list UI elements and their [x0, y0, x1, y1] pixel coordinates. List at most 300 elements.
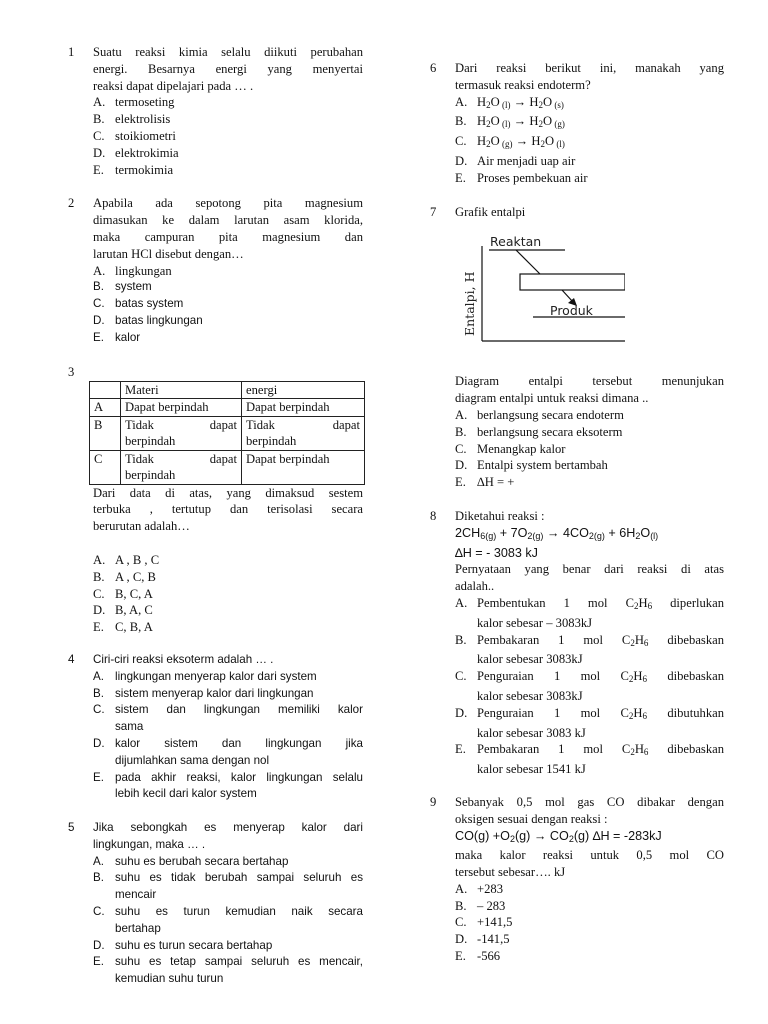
- formula-text: CO(g) +O: [455, 828, 510, 843]
- option-b[interactable]: [93, 279, 363, 296]
- question-intro: Diketahui reaksi :: [455, 508, 545, 523]
- option-text: – 283: [477, 898, 506, 913]
- option-text: berlangsung secara eksoterm: [477, 424, 623, 439]
- question-number: 9: [430, 794, 437, 809]
- option-e[interactable]: [93, 330, 363, 347]
- option-a[interactable]: [93, 263, 363, 280]
- option-text: pada akhir reaksi, kalor lingkungan selalu: [115, 770, 363, 784]
- stem-line: diagram entalpi untuk reaksi dimana ..: [455, 391, 649, 406]
- arrow-icon: →: [513, 114, 527, 129]
- option-text: lingkungan menyerap kalor dari system: [115, 669, 317, 683]
- option-text: sama: [115, 720, 144, 734]
- question-1: [68, 44, 363, 178]
- question-number: 1: [68, 45, 75, 59]
- option-letter: A.: [455, 881, 468, 896]
- option-letter: E.: [93, 162, 104, 177]
- option-text: kalor sebesar 1541 kJ: [477, 762, 586, 777]
- question-number: 5: [68, 821, 75, 835]
- option-d[interactable]: [455, 931, 724, 948]
- cell-text: berpindah: [125, 468, 176, 483]
- option-e[interactable]: [455, 170, 724, 187]
- state-subscript: (l): [554, 139, 565, 150]
- option-text: Penguraian 1 mol C: [477, 705, 629, 720]
- option-c[interactable]: [93, 586, 363, 603]
- option-letter: E.: [455, 949, 466, 964]
- option-letter: E.: [455, 475, 466, 490]
- arrow-icon: →: [543, 525, 563, 540]
- option-text: -141,5: [477, 932, 510, 947]
- state-subscript: (g): [552, 119, 565, 130]
- option-text: kalor sebesar 3083 kJ: [477, 725, 586, 740]
- formula-text: O: [640, 525, 651, 540]
- option-text: suhu es berubah secara bertahap: [115, 854, 289, 868]
- option-c[interactable]: [93, 702, 363, 736]
- option-letter: B.: [455, 632, 467, 647]
- option-b[interactable]: [455, 424, 724, 441]
- option-letter: E.: [93, 330, 104, 344]
- option-text: B, A, C: [115, 603, 153, 618]
- option-letter: C.: [93, 905, 105, 919]
- option-list: [455, 595, 724, 778]
- table-cell: [121, 416, 242, 450]
- formula-text: H: [531, 134, 541, 149]
- formula-text: H: [633, 705, 643, 720]
- option-letter: A.: [93, 854, 104, 868]
- option-a[interactable]: [93, 854, 363, 871]
- formula-text: O: [544, 134, 555, 149]
- option-list: [93, 94, 363, 178]
- table-cell: [121, 450, 242, 484]
- option-c[interactable]: [455, 441, 724, 458]
- question-2: [68, 195, 363, 346]
- stem-line: Pernyataan yang benar dari reaksi di atas: [455, 562, 724, 577]
- stem-line: Diagram entalpi tersebut menunjukan: [455, 374, 724, 389]
- option-b[interactable]: [455, 632, 724, 669]
- option-b[interactable]: [93, 111, 363, 128]
- arrow-icon: →: [513, 94, 527, 109]
- formula-subscript: 2: [538, 119, 543, 130]
- option-b[interactable]: [93, 569, 363, 586]
- data-table: [89, 381, 365, 485]
- option-text: dibebaskan: [648, 742, 724, 757]
- stem-line: tersebut sebesar…. kJ: [455, 865, 566, 880]
- option-e[interactable]: [93, 770, 363, 804]
- table-row: [90, 416, 365, 450]
- formula-subscript: 6: [642, 674, 648, 685]
- option-list: [455, 94, 724, 187]
- formula-subscript: 2: [633, 600, 639, 611]
- formula-text: O: [490, 114, 500, 129]
- table-header-cell: Materi: [121, 381, 242, 399]
- formula-subscript: 6: [642, 710, 648, 721]
- option-text: ∆H = +: [477, 475, 515, 490]
- reaction-equation: [455, 525, 724, 545]
- option-text: kemudian suhu turun: [115, 972, 224, 986]
- option-letter: C.: [455, 441, 467, 456]
- option-letter: A.: [93, 95, 106, 110]
- option-letter: C.: [93, 297, 105, 311]
- option-text: elektrokimia: [115, 145, 179, 160]
- question-5: [68, 820, 363, 988]
- option-text: system: [115, 280, 152, 294]
- formula-subscript: (l): [650, 530, 659, 541]
- table-row: [90, 450, 365, 484]
- row-label: C: [90, 450, 121, 484]
- stem-line: Grafik entalpi: [455, 204, 526, 219]
- question-stem: [93, 652, 363, 669]
- formula-text: H: [529, 114, 539, 129]
- formula-subscript: 2: [486, 119, 491, 130]
- formula-subscript: 6: [643, 747, 649, 758]
- option-e[interactable]: [93, 162, 363, 179]
- stem-line: dimasukan ke dalam larutan asam klorida,: [93, 213, 363, 228]
- stem-line: maka campuran pita magnesium dan: [93, 229, 363, 244]
- option-text: lebih kecil dari kalor system: [115, 787, 257, 801]
- formula-text: H: [477, 94, 487, 109]
- option-text: dibebaskan: [648, 632, 724, 647]
- question-number: 2: [68, 196, 75, 211]
- option-text: B, C, A: [115, 586, 153, 601]
- stem-line: maka kalor reaksi untuk 0,5 mol CO: [455, 848, 724, 863]
- table-header-row: [90, 381, 365, 399]
- question-number: 3: [68, 364, 75, 379]
- option-e[interactable]: [455, 948, 724, 965]
- option-text: dijumlahkan sama dengan nol: [115, 753, 270, 767]
- option-text: C, B, A: [115, 620, 153, 635]
- option-text: suhu es turun secara bertahap: [115, 938, 273, 952]
- option-d[interactable]: [93, 145, 363, 162]
- option-c[interactable]: [455, 668, 724, 705]
- option-d[interactable]: [93, 602, 363, 619]
- formula-text: (g) ∆H = -283kJ: [573, 828, 662, 843]
- option-text: kalor sebesar – 3083kJ: [477, 615, 593, 630]
- option-letter: D.: [93, 736, 105, 750]
- stem-line: reaksi dapat dipelajari pada … .: [93, 78, 254, 93]
- option-text: elektrolisis: [115, 112, 171, 127]
- option-text: stoikiometri: [115, 128, 176, 143]
- option-text: batas lingkungan: [115, 313, 203, 327]
- option-text: Entalpi system bertambah: [477, 458, 608, 473]
- option-letter: B.: [93, 112, 105, 127]
- row-label: A: [90, 399, 121, 417]
- cell-text: Dapat berpindah: [125, 400, 209, 415]
- formula-subscript: 6: [647, 600, 653, 611]
- question-stem: [93, 485, 363, 535]
- enthalpy-diagram: [455, 228, 625, 363]
- option-text: kalor sebesar 3083kJ: [477, 652, 583, 667]
- option-text: termokimia: [115, 162, 174, 177]
- formula-subscript: 2: [635, 530, 641, 541]
- option-text: berlangsung secara endoterm: [477, 407, 624, 422]
- stem-line: Sebanyak 0,5 mol gas CO dibakar dengan: [455, 794, 724, 809]
- state-subscript: (s): [552, 99, 564, 110]
- reactant-connector: [516, 250, 540, 274]
- option-text: mencair: [115, 888, 157, 902]
- option-letter: A.: [93, 669, 104, 683]
- formula-subscript: 2(g): [588, 530, 605, 541]
- option-text: sistem menyerap kalor dari lingkungan: [115, 686, 314, 700]
- option-a[interactable]: [93, 669, 363, 686]
- formula-text: H: [477, 114, 487, 129]
- option-text: sistem dan lingkungan memiliki kalor: [115, 703, 363, 717]
- stem-line: berurutan adalah…: [93, 519, 190, 534]
- formula-subscript: 2: [630, 747, 635, 758]
- state-subscript: (l): [499, 119, 511, 130]
- table-cell: [242, 416, 365, 450]
- option-letter: C.: [93, 128, 105, 143]
- stem-line: larutan HCl disebut dengan…: [93, 246, 244, 261]
- option-d[interactable]: [93, 313, 363, 330]
- option-list: [93, 552, 363, 636]
- option-d[interactable]: [455, 705, 724, 742]
- option-text: Air menjadi uap air: [477, 153, 576, 168]
- stem-line: Dari reaksi berikut ini, manakah yang: [455, 61, 724, 75]
- option-letter: A.: [455, 94, 468, 109]
- option-a[interactable]: [93, 552, 363, 569]
- option-a[interactable]: [455, 881, 724, 898]
- stem-line: oksigen sesuai dengan reaksi :: [455, 811, 608, 826]
- cell-text: Tidak dapat: [125, 417, 237, 432]
- option-text: bertahap: [115, 921, 161, 935]
- option-letter: A.: [455, 407, 468, 422]
- question-stem: [93, 195, 363, 262]
- option-text: Menangkap kalor: [477, 441, 566, 456]
- option-text: Proses pembekuan air: [477, 170, 588, 185]
- formula-text: O: [542, 94, 553, 109]
- formula-subscript: 6: [643, 637, 649, 648]
- option-text: termoseting: [115, 95, 175, 110]
- question-stem-after: [455, 373, 724, 407]
- formula-text: + 6H: [604, 525, 636, 540]
- formula-text: H: [471, 525, 481, 540]
- option-e[interactable]: [93, 619, 363, 636]
- stem-line: termasuk reaksi endoterm?: [455, 77, 591, 92]
- state-subscript: (l): [499, 99, 511, 110]
- option-text: dibebaskan: [647, 669, 724, 684]
- option-letter: C.: [93, 586, 105, 601]
- option-a[interactable]: [455, 595, 724, 632]
- formula-subscript: 2: [628, 674, 634, 685]
- option-letter: B.: [93, 871, 104, 885]
- option-letter: D.: [455, 458, 468, 473]
- option-text: kalor: [115, 330, 141, 344]
- cell-text: Dapat berpindah: [246, 451, 330, 466]
- formula-subscript: 2: [486, 99, 491, 110]
- right-column: [430, 44, 724, 965]
- option-list: [455, 407, 724, 491]
- stem-line: Jika sebongkah es menyerap kalor dari: [93, 821, 363, 835]
- option-text: Pembentukan 1 mol C: [477, 595, 634, 610]
- option-b[interactable]: [455, 898, 724, 915]
- question-6: [430, 60, 724, 187]
- stem-line: adalah..: [455, 579, 495, 594]
- table-cell: [121, 399, 242, 417]
- formula-subscript: 2: [509, 833, 515, 844]
- cell-text: Dapat berpindah: [246, 400, 330, 415]
- option-e[interactable]: [93, 954, 363, 988]
- product-arrow-line: [562, 290, 573, 302]
- option-c[interactable]: [93, 296, 363, 313]
- formula-subscript: 2: [568, 833, 574, 844]
- option-text: batas system: [115, 297, 184, 311]
- table-header-cell: energi: [242, 381, 365, 399]
- cell-text: berpindah: [125, 434, 176, 449]
- state-subscript: (g): [499, 139, 513, 150]
- formula-subscript: 2: [540, 139, 545, 150]
- formula-text: H: [634, 742, 644, 757]
- enthalpy-diagram-svg: [455, 228, 625, 363]
- formula-subscript: 2: [628, 710, 634, 721]
- option-text: +141,5: [477, 915, 513, 930]
- question-4: [68, 652, 363, 803]
- option-letter: E.: [455, 170, 466, 185]
- option-text: suhu es tetap sampai seluruh es mencair,: [115, 955, 363, 969]
- option-text: suhu es tidak berubah sampai seluruh es: [115, 871, 363, 885]
- question-number: 4: [68, 652, 75, 666]
- option-list: [455, 881, 724, 965]
- option-c[interactable]: [455, 133, 724, 153]
- option-letter: E.: [93, 770, 104, 784]
- reactant-label: Reaktan: [490, 234, 542, 250]
- formula-text: H: [634, 632, 644, 647]
- question-stem: [455, 60, 724, 94]
- stem-line: Suatu reaksi kimia selalu diikuti perubahan: [93, 45, 363, 59]
- option-d[interactable]: [93, 938, 363, 955]
- option-text: kalor sebesar 3083kJ: [477, 688, 583, 703]
- table-cell: [90, 381, 121, 399]
- option-letter: D.: [455, 932, 468, 947]
- option-letter: B.: [455, 898, 467, 913]
- stem-line: Apabila ada sepotong pita magnesium: [93, 196, 363, 211]
- arrow-icon: →: [515, 134, 529, 149]
- option-letter: C.: [455, 669, 467, 684]
- left-column: [68, 44, 363, 988]
- formula-text: H: [529, 94, 539, 109]
- formula-subscript: 2: [630, 637, 635, 648]
- option-d[interactable]: [93, 736, 363, 770]
- option-letter: D.: [455, 705, 468, 720]
- option-letter: E.: [455, 742, 466, 757]
- formula-text: H: [633, 669, 643, 684]
- option-c[interactable]: [93, 904, 363, 938]
- question-stem: [455, 794, 724, 828]
- option-letter: B.: [93, 280, 104, 294]
- option-b[interactable]: [455, 113, 724, 133]
- option-letter: A.: [93, 552, 106, 567]
- formula-text: 2C: [455, 525, 472, 540]
- option-letter: D.: [93, 313, 105, 327]
- option-text: Penguraian 1 mol C: [477, 669, 629, 684]
- formula-text: H: [638, 595, 648, 610]
- formula-text: O: [490, 134, 500, 149]
- option-text: lingkungan: [115, 263, 172, 278]
- formula-text: + 7O: [496, 525, 528, 540]
- option-letter: B.: [455, 424, 467, 439]
- option-d[interactable]: [455, 457, 724, 474]
- option-letter: A.: [93, 263, 106, 278]
- option-text: A , B , C: [115, 552, 160, 567]
- question-3: [68, 364, 363, 636]
- enthalpy-change: ∆H = - 3083 kJ: [455, 545, 538, 560]
- option-b[interactable]: [93, 686, 363, 703]
- option-b[interactable]: [93, 870, 363, 904]
- question-7: [430, 204, 724, 491]
- option-letter: D.: [93, 145, 106, 160]
- option-letter: B.: [93, 569, 105, 584]
- option-text: +283: [477, 881, 503, 896]
- option-c[interactable]: [93, 128, 363, 145]
- option-text: diperlukan: [652, 595, 724, 610]
- formula-text: O: [542, 114, 553, 129]
- option-a[interactable]: [455, 407, 724, 424]
- stem-line: Dari data di atas, yang dimaksud sestem: [93, 485, 363, 500]
- formula-text: 4CO: [563, 525, 589, 540]
- stem-line: terbuka , tertutup dan terisolasi secara: [93, 502, 363, 517]
- option-letter: D.: [93, 603, 106, 618]
- question-9: [430, 794, 724, 965]
- question-stem: [455, 204, 724, 221]
- row-label: B: [90, 416, 121, 450]
- option-d[interactable]: [455, 153, 724, 170]
- option-a[interactable]: [455, 94, 724, 114]
- question-number: 8: [430, 508, 437, 523]
- table-row: [90, 399, 365, 417]
- formula-subscript: 6(g): [480, 530, 497, 541]
- option-letter: A.: [455, 595, 468, 610]
- option-list: [93, 669, 363, 803]
- reaction-equation: [455, 828, 724, 848]
- option-text: suhu es turun kemudian naik secara: [115, 905, 363, 919]
- option-text: -566: [477, 949, 501, 964]
- formula-subscript: 2: [486, 139, 491, 150]
- cell-text: Tidak dapat: [246, 417, 360, 432]
- stem-line: lingkungan, maka … .: [93, 837, 206, 851]
- stem-line: energi. Besarnya energi yang menyertai: [93, 61, 363, 76]
- stem-line: Ciri-ciri reaksi eksoterm adalah … .: [93, 652, 274, 666]
- option-text: Pembakaran 1 mol C: [477, 742, 631, 757]
- option-e[interactable]: [455, 741, 724, 778]
- product-label: Produk: [550, 303, 593, 319]
- option-a[interactable]: [93, 94, 363, 111]
- option-list: [93, 263, 363, 347]
- option-letter: D.: [455, 153, 468, 168]
- option-letter: B.: [455, 114, 467, 129]
- option-list: [93, 854, 363, 988]
- formula-text: O: [490, 94, 500, 109]
- formula-subscript: 2(g): [527, 530, 544, 541]
- question-stem: [93, 44, 363, 94]
- question-stem: [93, 820, 363, 854]
- option-c[interactable]: [455, 914, 724, 931]
- option-letter: B.: [93, 686, 104, 700]
- cell-text: Tidak dapat: [125, 451, 237, 466]
- option-text: A , C, B: [115, 569, 156, 584]
- question-number: 7: [430, 204, 437, 219]
- question-stem: [455, 561, 724, 595]
- option-letter: D.: [93, 938, 105, 952]
- option-letter: C.: [455, 915, 467, 930]
- option-text: Pembakaran 1 mol C: [477, 632, 631, 647]
- option-letter: E.: [93, 955, 104, 969]
- option-text: kalor sistem dan lingkungan jika: [115, 736, 363, 750]
- option-letter: E.: [93, 620, 104, 635]
- option-text: dibutuhkan: [647, 705, 724, 720]
- table-cell: [242, 399, 365, 417]
- question-stem-after: [455, 847, 724, 881]
- option-e[interactable]: [455, 474, 724, 491]
- formula-text: H: [477, 134, 487, 149]
- cell-text: berpindah: [246, 434, 297, 449]
